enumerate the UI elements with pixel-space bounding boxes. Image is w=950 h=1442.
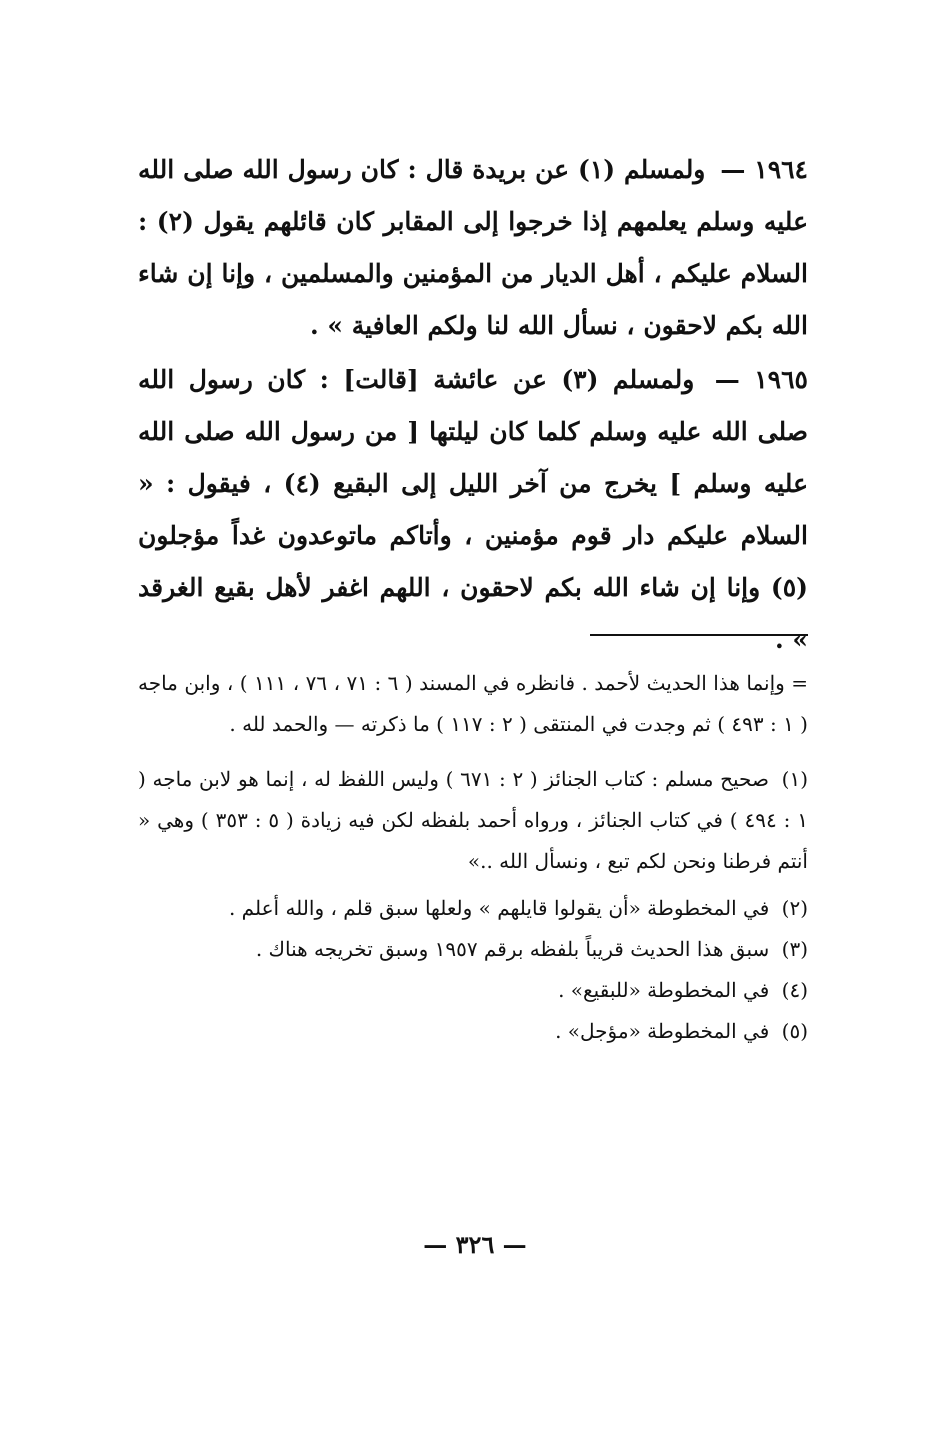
footnote-3 — [138, 929, 808, 970]
footnote-text: في المخطوطة «مؤجل» . — [555, 1019, 770, 1043]
hadith-text: ولمسلم (٣) عن عائشة [قالت] : كان رسول الله صلى الله عليه وسلم كلما كان ليلتها [ من رسول الله صلى الله عليه وسلم ] يخرج من آخر الليل إلى البقيع (٤) ، فيقول : « السلام عليكم دار قوم مؤمنين ، وأتاكم ماتوعدون غداً مؤجلون (٥) وإنا إن شاء الله بكم لاحقون ، اللهم اغفر لأهل بقيع الغرقد » . — [138, 365, 808, 654]
hadith-1964-paragraph — [138, 144, 808, 352]
hadith-1965-paragraph — [138, 354, 808, 666]
footnote-4 — [138, 970, 808, 1011]
footnote-separator — [590, 634, 808, 636]
hadith-number: ١٩٦٤ — — [720, 155, 808, 184]
footnote-continuation: = وإنما هذا الحديث لأحمد . فانظره في المسند ( ٦ : ٧١ ، ٧٦ ، ١١١ ) ، وابن ماجه ( ١ : ٤٩٣ ) ثم وجدت في المنتقى ( ٢ : ١١٧ ) ما ذكرته — والحمد لله . — [138, 671, 809, 736]
footnote-text: في المخطوطة «للبقيع» . — [558, 978, 770, 1002]
footnote-number: (٥) — [781, 1019, 808, 1043]
footnote-text: في المخطوطة «أن يقولوا قايلهم » ولعلها سبق قلم ، والله أعلم . — [228, 896, 770, 920]
footnote-2 — [138, 888, 808, 929]
hadith-number: ١٩٦٥ — — [714, 365, 808, 394]
footnote-1 — [138, 759, 808, 882]
footnote-number: (٤) — [781, 978, 808, 1002]
footnote-number: (٣) — [781, 937, 808, 961]
footnote-5 — [138, 1011, 808, 1052]
footnote-number: (٢) — [781, 896, 808, 920]
footnote-text: صحيح مسلم : كتاب الجنائز ( ٢ : ٦٧١ ) وليس اللفظ له ، إنما هو لابن ماجه ( ١ : ٤٩٤ ) في كتاب الجنائز ، ورواه أحمد بلفظه لكن فيه زيادة ( ٥ : ٣٥٣ ) وهي « أنتم فرطنا ونحن لكم تبع ، ونسأل الله ..» — [138, 767, 808, 873]
footnotes — [138, 663, 808, 1052]
footnote-number: (١) — [781, 767, 809, 791]
page-number: — ٣٢٦ — — [423, 1230, 527, 1259]
hadith-text: ولمسلم (١) عن بريدة قال : كان رسول الله صلى الله عليه وسلم يعلمهم إذا خرجوا إلى المقابر كان قائلهم يقول (٢) : السلام عليكم ، أهل الديار من المؤمنين والمسلمين ، وإنا إن شاء الله بكم لاحقون ، نسأل الله لنا ولكم العافية » . — [138, 155, 808, 340]
footnote-text: سبق هذا الحديث قريباً بلفظه برقم ١٩٥٧ وسبق تخريجه هناك . — [255, 937, 770, 961]
